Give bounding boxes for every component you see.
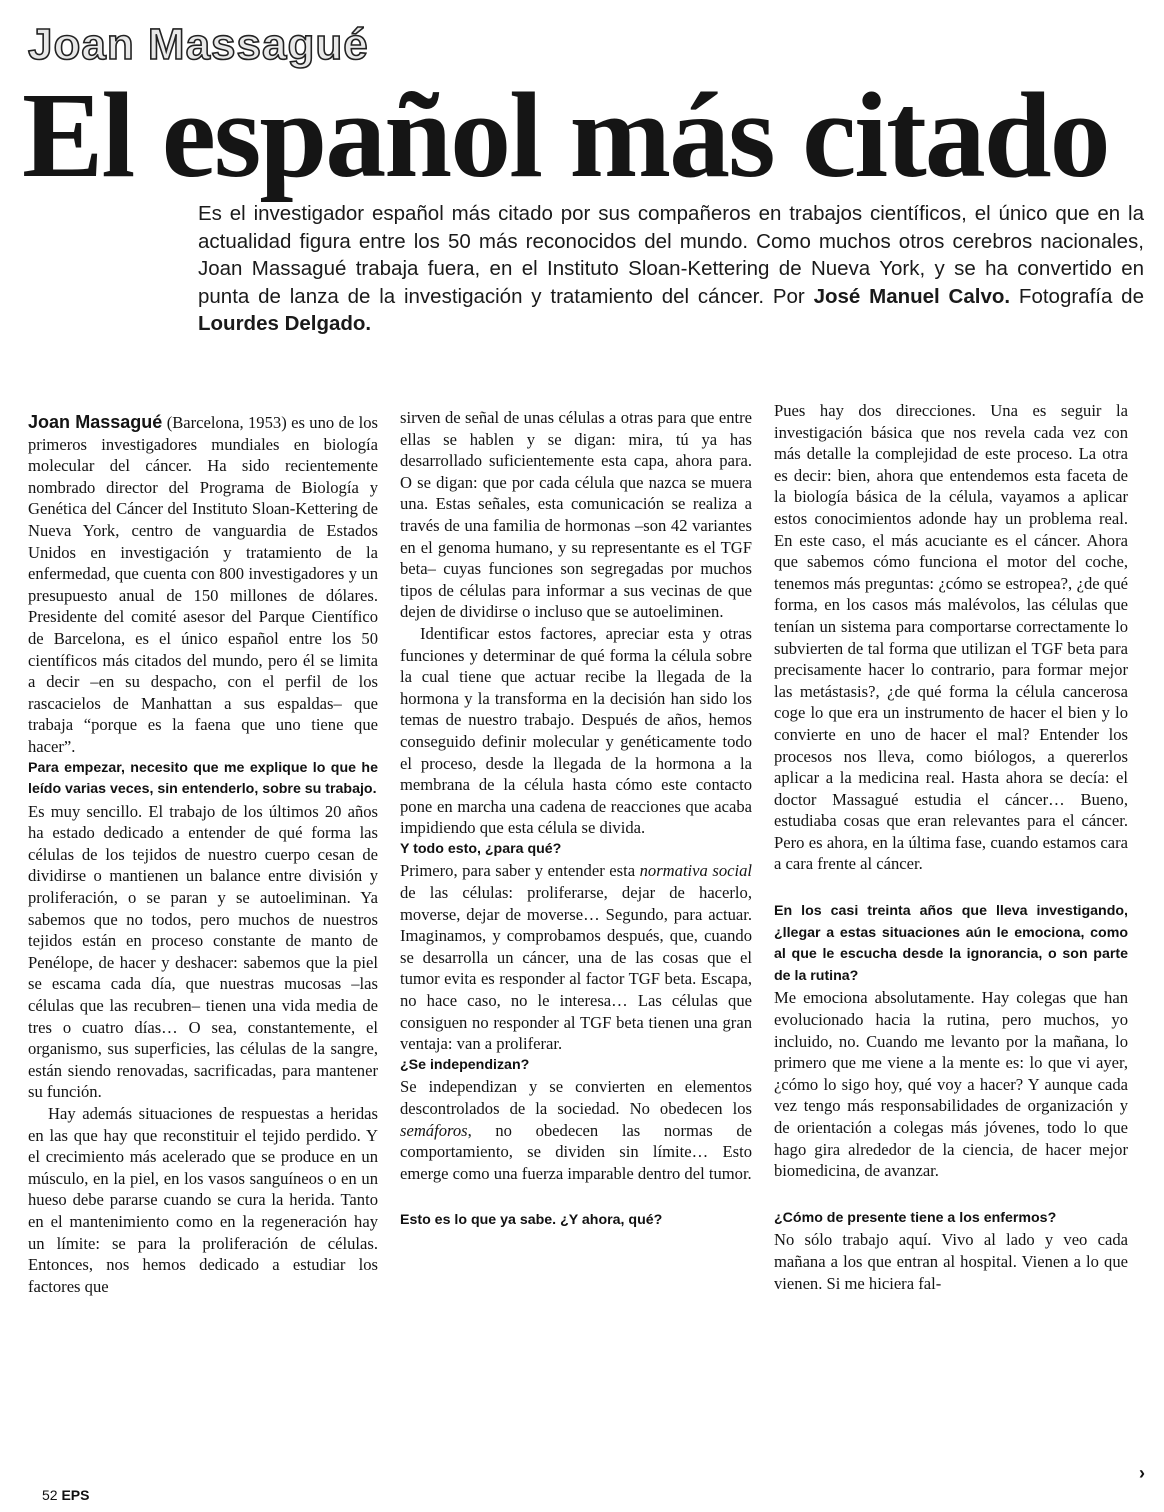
answer-2-emphasis: normativa social — [639, 861, 752, 881]
lead-paragraph — [198, 200, 1144, 338]
lead-photo-prefix: Fotografía de — [1018, 284, 1144, 308]
article-column-1 — [28, 412, 378, 1297]
intro-paragraph — [28, 412, 378, 758]
question-6: ¿Cómo de presente tiene a los enfermos? — [774, 1209, 1057, 1226]
page-number: 52 — [42, 1487, 58, 1503]
kicker-name: Joan Massagué — [28, 20, 369, 69]
answer-2-before: Primero, para saber y entender esta — [400, 861, 636, 881]
answer-3-after: , no obedecen las normas de comportamiento, se dividen sin límite… Esto emerge como una fuerza imparable dentro del tumor. — [400, 1120, 752, 1183]
answer-1-paragraph-3: sirven de señal de unas células a otras para que entre ellas se hablen y se digan: mira, tú ya has desarrollado suficientemente esta capa, ahora para. O se digan: que por cada célula que nazca se muera una. Estas señales, esta comunicación se realiza a través de una familia de hormonas –son 42 variantes en el genoma humano, y su representante es el TGF beta– cuyas funciones son segregadas por muchos tipos de células para informar a sus vecinas de que dejen de dividirse o incluso que se autoeliminen. — [400, 408, 752, 622]
answer-1-paragraph-1: Es muy sencillo. El trabajo de los últimos 20 años ha estado dedicado a entender de qué forma las células de los tejidos de nuestro cuerpo cesan de dividirse o mantienen un balance entre división y proliferación, o se paran y se autoeliminan. Ya sabemos que no todos, pero muchos de nuestros tejidos están en proceso constante de manto de Penélope, de hacer y deshacer: sabemos que la piel se escama cada día, que nuestras mucosas –las células que las recubren– tienen una vida media de tres o cuatro días… O sea, constantemente, el organismo, sus superficies, las células de la sangre, están siendo renovadas, sacrificadas, para mantener su función. — [28, 801, 378, 1102]
lead-text: Es el investigador español más citado por sus compañeros en trabajos científicos, el único que en la actualidad figura entre los 50 más reconocidos del mundo. Como muchos otros cerebros nacionales, Joan Massagué trabaja fuera, en el Instituto Sloan-Kettering de Nueva York, y se ha convertido en punta de lanza de la investigación y tratamiento del cáncer. — [198, 202, 1144, 308]
answer-5: Me emociona absolutamente. Hay colegas que han evolucionado hacia la rutina, pero muchos, yo incluido, no. Cuando me levanto por la mañana, lo primero que me viene a la mente es: lo que vi ayer, ¿cómo lo sigo hoy, qué voy a hacer? Y aunque cada vez tengo más responsabilidades de organización y de orientación a colegas más jóvenes, todo lo que hago gira alrededor de la ciencia, de hacer mejor biomedicina, de avanzar. — [774, 988, 1128, 1181]
lead-photographer: Lourdes Delgado. — [198, 312, 372, 335]
answer-2-after: de las células: proliferarse, dejar de hacerlo, moverse, dejar de moverse… Segundo, para actuar. Imaginamos, y comprobamos después, que, cuando se desarrolla un cáncer, una de las cosas que el tumor evita es responder al factor TGF beta. Escapa, no hace caso, no le interesa… Las células que consiguen no responder al TGF beta tienen una gran ventaja: van a proliferar. — [400, 883, 752, 1054]
answer-1-paragraph-2: Hay además situaciones de respuestas a heridas en las que hay que reconstituir el tejido perdido. Y el crecimiento más acelerado que se produce en un músculo, en la piel, en los vasos sanguíneos o en un hueso debe pararse cuando se cura la herida. Tanto en el mantenimiento como en la regeneración hay un límite: se para la proliferación de células. Entonces, nos hemos dedicado a estudiar los factores que — [28, 1104, 378, 1296]
page-footer — [42, 1487, 89, 1503]
answer-3-emphasis: semáforos — [400, 1120, 468, 1140]
question-3: ¿Se independizan? — [400, 1056, 530, 1073]
continue-arrow-icon: › — [1139, 1463, 1145, 1483]
headline: El español más citado — [22, 68, 1109, 203]
answer-3-before: Se independizan y se convierten en elementos descontrolados de la sociedad. No obedecen los — [400, 1077, 752, 1118]
answer-2 — [400, 860, 752, 1054]
question-5: En los casi treinta años que lleva investigando, ¿llegar a estas situaciones aún le emociona, como al que le escucha desde la ignorancia, o son parte de la rutina? — [774, 903, 1128, 984]
magazine-name: EPS — [61, 1487, 90, 1503]
answer-3 — [400, 1076, 752, 1184]
article-column-2 — [400, 407, 752, 1232]
intro-name: Joan Massagué — [28, 412, 163, 432]
intro-bio: (Barcelona, 1953) es uno de los primeros investigadores mundiales en biología molecular del cáncer. Ha sido recientemente nombrado director del Programa de Biología y Genética del Cáncer del Instituto Sloan-Kettering de Nueva York, centro de vanguardia de Estados Unidos en investigación y tratamiento de la enfermedad, que cuenta con 800 investigadores y un presupuesto anual de 150 millones de dólares. Presidente del comité asesor del Parque Científico de Barcelona, es el único español entre los 50 científicos más citados del mundo, pero él se limita a decir –en su despacho, con el perfil de los rascacielos de Manhattan a sus espaldas– que trabaja “porque es la faena que uno tiene que hacer”. — [28, 413, 378, 756]
lead-author: José Manuel Calvo. — [813, 284, 1011, 308]
article-column-3 — [774, 400, 1128, 1294]
answer-1-paragraph-4: Identificar estos factores, apreciar esta y otras funciones y determinar de qué forma la célula sobre la cual tiene que actuar recibe la llegada de la hormona y la transforma en la decisión han sido los temas de nuestro trabajo. Después de años, hemos conseguido definir molecular y genéticamente todo el proceso, desde la llegada de la hormona a la membrana de la célula hasta cómo este contacto pone en marcha una cadena de reacciones que acaba impidiendo que esta célula se divida. — [400, 623, 752, 838]
answer-4: Pues hay dos direcciones. Una es seguir la investigación básica que nos revela cada vez con más detalle la complejidad de este proceso. La otra es decir: bien, ahora que entendemos esta faceta de la biología básica de la célula, vayamos a aplicar estos conocimientos adonde hay un problema real. En este caso, el más acuciante es el cáncer. Ahora que sabemos cómo funciona el motor del coche, tenemos más preguntas: ¿cómo se estropea?, ¿de qué forma, en los casos más malévolos, las células que tenían un sistema para comportarse correctamente lo subvierten de tal forma que utilizan el TGF beta para precisamente hacer lo contrario, para formar mejor las metástasis?, ¿de qué forma la célula cancerosa coge lo que era un instrumento de hacer el bien y lo convierte en uno de hacer el mal? Entender los procesos nos lleva, como biólogos, a quererlos aplicar a la medicina real. Hasta ahora se decía: el doctor Massagué estudia el cáncer… Bueno, estudiaba cosas que eran relevantes para el cáncer. Pero es ahora, en la última fase, cuando estamos cara a cara frente al cáncer. — [774, 401, 1128, 874]
question-4: Esto es lo que ya sabe. ¿Y ahora, qué? — [400, 1212, 663, 1229]
question-2: Y todo esto, ¿para qué? — [400, 840, 562, 857]
answer-6: No sólo trabajo aquí. Vivo al lado y veo cada mañana a los que entran al hospital. Vienen a lo que vienen. Si me hiciera fal- — [774, 1230, 1128, 1293]
question-1: Para empezar, necesito que me explique lo que he leído varias veces, sin entenderlo, sobre su trabajo. — [28, 759, 378, 798]
lead-by-prefix: Por — [772, 284, 805, 308]
